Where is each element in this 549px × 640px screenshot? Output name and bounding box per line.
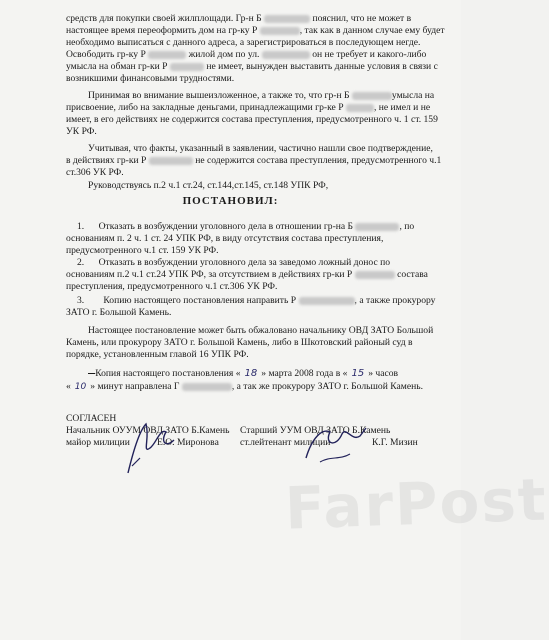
- copy-line2: « 10 » минут направлена Г , а так же прокурору ЗАТО г. Большой Камень.: [66, 381, 424, 392]
- appeal-line2: Камень, или прокурору ЗАТО г. Большой Камень, либо в Шкотовский районый суд в: [66, 337, 413, 348]
- appeal-line3: порядке, установленным главой 16 УПК РФ.: [66, 349, 249, 360]
- left-sig-name: Е.О. Миронова: [157, 437, 219, 448]
- p1-line6: возникшими финансовыми трудностями.: [66, 73, 235, 84]
- p3-line2: в действиях гр-ки Р не содержится состава преступления, предусмотренного ч.1: [66, 155, 442, 166]
- item2-line1: 2. Отказать в возбуждении уголовного дела за заведомо ложный донос по: [77, 257, 391, 268]
- p1-line5: умысла на обман гр-ки Р не имеет, вынужден выставить данные условия в связи с: [66, 61, 438, 72]
- item3-line2: ЗАТО г. Большой Камень.: [66, 307, 172, 318]
- right-signature: [300, 418, 370, 468]
- p1-line3: необходимо выписаться с данного адреса, а зарегистрироваться в последующем негде.: [66, 37, 421, 48]
- p1-line2: настоящее время переоформить дом на гр-ку Р , так как в данном случае ему будет: [66, 25, 445, 36]
- resolution-title: ПОСТАНОВИЛ:: [182, 195, 279, 207]
- p1-line4: Освободить гр-ку Р жилой дом по ул. он не требует и какого-либо: [66, 49, 427, 60]
- p2-line2: присвоение, либо на закладные деньгами, принадлежащими гр-ке Р , не имел и не: [66, 102, 431, 113]
- p2-line4: УК РФ.: [66, 126, 97, 137]
- right-sig-rank: ст.лейтенант милиции: [240, 437, 331, 448]
- right-sig-name: К.Г. Мизин: [372, 437, 418, 448]
- item1-line3: предусмотренного ч.1 ст. 159 УК РФ.: [66, 245, 219, 256]
- p2-line3: имеет, в его действиях не содержится состава преступления, предусмотренного ч. 1 ст. 159: [66, 114, 438, 125]
- p1-line1: средств для покупки своей жилплощади. Гр-н Б пояснил, что не может в: [66, 13, 412, 24]
- item2-line3: преступления, предусмотренного ч.1 ст.306 УК РФ.: [66, 281, 278, 292]
- handwritten-hour: 15: [351, 368, 365, 379]
- handwritten-minutes: 10: [74, 382, 87, 392]
- item2-line2: основаниям п.2 ч.1 ст.24 УПК РФ, за отсутствием в действиях гр-ки Р состава: [66, 269, 428, 280]
- p2-line1: Принимая во внимание вышеизложенное, а также то, что гр-н Б умысла на: [88, 90, 435, 101]
- p3-line3: ст.306 УК РФ.: [66, 167, 124, 178]
- left-sig-position: Начальник ОУУМ ОВД ЗАТО Б.Камень: [66, 425, 230, 436]
- item3-line1: 3. Копию настоящего постановления направить Р , а также прокурору: [77, 295, 436, 306]
- item1-line1: 1. Отказать в возбуждении уголовного дела в отношении гр-на Б , по: [77, 221, 415, 232]
- p4-line: Руководствуясь п.2 ч.1 ст.24, ст.144,ст.145, ст.148 УПК РФ,: [88, 180, 329, 191]
- p3-line1: Учитывая, что факты, указанный в заявлении, частично нашли свое подтверждение,: [88, 143, 433, 154]
- right-sig-position: Старший УУМ ОВД ЗАТО Б.Камень: [240, 425, 391, 436]
- item1-line2: основаниям п. 2 ч. 1 ст. 24 УПК РФ, в виду отсутствия состава преступления,: [66, 233, 384, 244]
- left-signature: [120, 418, 180, 478]
- watermark: FarPost: [283, 465, 549, 543]
- appeal-line1: Настоящее постановление может быть обжаловано начальнику ОВД ЗАТО Большой: [88, 325, 434, 336]
- agreed-label: СОГЛАСЕН: [66, 413, 117, 424]
- left-sig-rank: майор милиции: [66, 437, 130, 448]
- copy-line1: Копия настоящего постановления « 18 » марта 2008 года в « 15 » часов: [95, 368, 399, 379]
- handwritten-day: 18: [244, 368, 258, 379]
